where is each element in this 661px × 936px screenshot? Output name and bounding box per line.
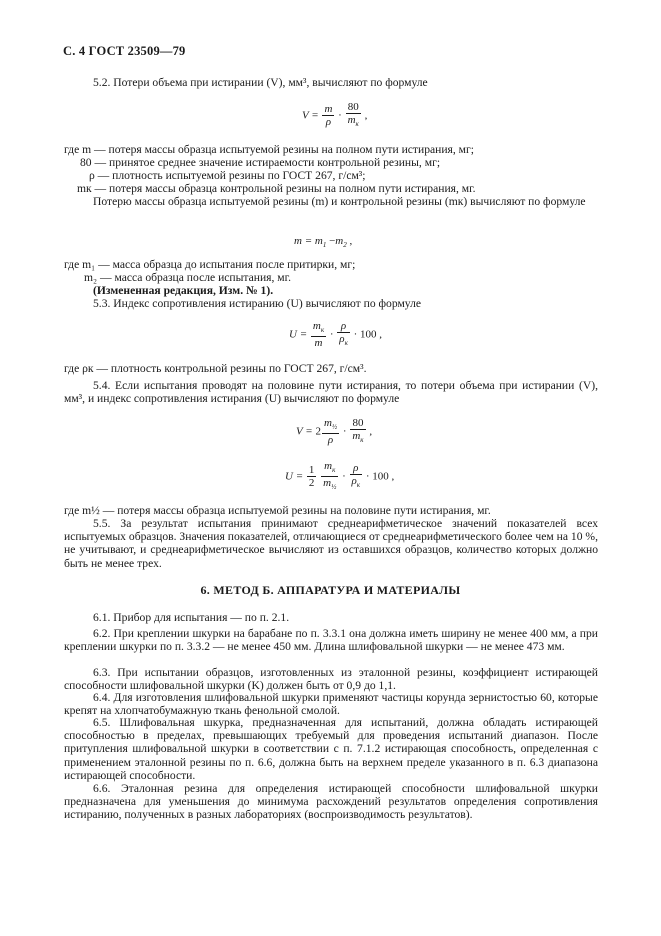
definition-m: где m — потеря массы образца испытуемой резины на полном пути истирания, мг; [64,143,474,156]
paragraph-6-4: 6.4. Для изготовления шлифовальной шкурки применяют частицы корунда зернистостью 60, которые крепят на хлопчатобумажную ткань фенольной смолой. [64,691,598,718]
page-header: С. 4 ГОСТ 23509—79 [63,44,186,58]
paragraph-6-1: 6.1. Прибор для испытания — по п. 2.1. [93,611,290,624]
paragraph-5-5: 5.5. За результат испытания принимают среднеарифметическое значений показателей всех испытуемых образцов. Значения показателей, отличающиеся от среднеарифметического более чем на 10 %, не учитывают, и среднеарифметическое вычисляют из оставшихся образцов, количество которых должно быть не менее трех. [64,517,598,570]
formula-volume-loss: V = $\frac{m}{\rho}$ · $\frac{80}{m_к}$ , [302,101,368,129]
paragraph-5-3: 5.3. Индекс сопротивления истиранию (U) вычисляют по формуле [93,297,421,310]
definition-80: 80 — принятое среднее значение истираемости контрольной резины, мг; [80,156,441,169]
amendment-note: (Измененная редакция, Изм. № 1). [93,284,274,297]
formula-resistance-index-half: U = $\frac{1}{2}$ $\frac{m_к}{m_{\frac{1}{2}}}$ · $\frac{\rho}{\rho_к}$ · 100 , [285,460,395,492]
paragraph-5-2: 5.2. Потери объема при истирании (V), мм³, вычисляют по формуле [93,76,428,89]
definition-mhalf: где m½ — потеря массы образца испытуемой резины на половине пути истирания, мг. [64,504,491,517]
paragraph-mass-loss: Потерю массы образца испытуемой резины (m) и контрольной резины (mк) вычисляют по формуле [93,195,586,208]
definition-rhok: где ρк — плотность контрольной резины по ГОСТ 267, г/см³. [64,362,367,375]
paragraph-6-2: 6.2. При креплении шкурки на барабане по п. 3.3.1 она должна иметь ширину не менее 400 мм, а при креплении шкурки по п. 3.3.2 — не менее 450 мм. Длина шлифовальной шкурки — не менее 473 мм. [64,627,598,654]
paragraph-6-3: 6.3. При испытании образцов, изготовленных из эталонной резины, коэффициент истирающей способности шлифовальной шкурки (K) должен быть от 0,9 до 1,1. [64,666,598,693]
paragraph-5-4: 5.4. Если испытания проводят на половине пути истирания, то потери объема при истирании (V), мм³, и индекс сопротивления истирания (U) вычисляют по формуле [64,379,598,406]
definition-mk: mк — потеря массы образца контрольной резины на полном пути истирания, мг. [77,182,476,195]
formula-mass-loss: $m = m_1 -m_2$ , [294,235,353,250]
section-6-heading: 6. МЕТОД Б. АППАРАТУРА И МАТЕРИАЛЫ [200,583,461,597]
definition-m1: где m₁ — масса образца до испытания после притирки, мг; [64,258,356,271]
paragraph-6-6: 6.6. Эталонная резина для определения истирающей способности шлифовальной шкурки предназначена для уменьшения до минимума расхождений результатов определения сопротивления истиранию, полученных в разных лабораториях (воспроизводимость результатов). [64,782,598,822]
formula-resistance-index: U = $\frac{m_к}{m}$ · $\frac{\rho}{\rho_к}$ · 100 , [289,320,383,350]
definition-rho: ρ — плотность испытуемой резины по ГОСТ 267, г/см³; [89,169,366,182]
definition-m2: m₂ — масса образца после испытания, мг. [84,271,291,284]
formula-volume-loss-half: V = 2 $\frac{m_{\frac{1}{2}}}{\rho}$ · $\frac{80}{m_к}$ , [296,417,373,447]
paragraph-6-5: 6.5. Шлифовальная шкурка, предназначенная для испытаний, должна обладать истирающей способностью в пределах, превышающих требуемый для проведения испытаний диапазон. После притупления шлифовальной шкурки в соответствии с п. 7.1.2 истирающая способность, определенная с применением эталонной резины по п. 6.6, должна быть на верхнем пределе указанного в п. 6.3 диапазона истирающей способности. [64,716,598,782]
